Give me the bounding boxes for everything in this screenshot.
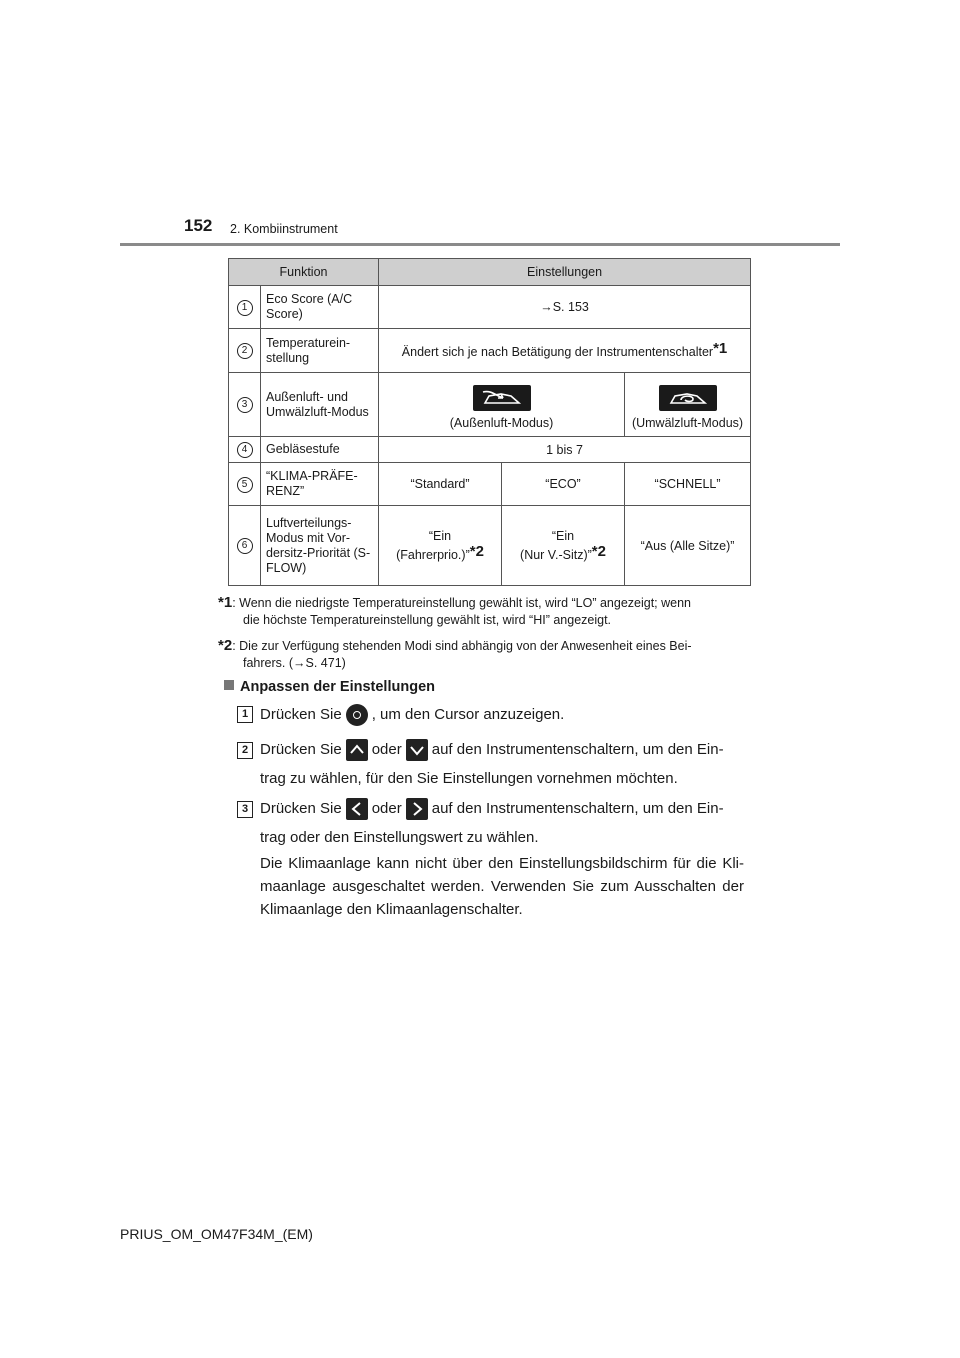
- section-heading: [224, 679, 435, 695]
- row-number: 4: [237, 442, 253, 458]
- right-arrow-icon: [406, 798, 428, 820]
- row-function: Eco Score (A/C Score): [261, 286, 379, 329]
- step-number: 1: [237, 706, 253, 723]
- section-title: 2. Kombiinstrument: [230, 222, 338, 236]
- footnote-text-cont: fahrers. (→S. 471): [243, 656, 346, 670]
- footnote-mark: *2: [469, 543, 484, 560]
- step-3: [260, 794, 744, 921]
- footnote-mark: *2: [218, 637, 233, 654]
- row-function: Außenluft- und Umwälzluft-Modus: [261, 373, 379, 437]
- option-eco: “ECO”: [502, 463, 625, 506]
- row-value: Ändert sich je nach Betätigung der Instrumentenschalter: [401, 345, 714, 359]
- row-function: Luftverteilungs-Modus mit Vor-dersitz-Priorität (S-FLOW): [261, 506, 379, 586]
- step-2: [260, 735, 744, 793]
- footnote-mark: *1: [713, 340, 728, 357]
- option-outside-air: (Außenluft-Modus): [449, 415, 554, 430]
- option-aus: “Aus (Alle Sitze)”: [625, 506, 751, 586]
- step-text: trag zu wählen, für den Sie Einstellungen vornehmen möchten.: [260, 770, 678, 787]
- footnote-2: [218, 637, 748, 672]
- footnote-text-cont: die höchste Temperatureinstellung gewählt ist, wird “HI” angezeigt.: [243, 613, 612, 627]
- step-text: trag oder den Einstellungswert zu wählen.: [260, 829, 539, 846]
- row-number: 5: [237, 477, 253, 493]
- heading-square-icon: [224, 680, 234, 690]
- step-text: auf den Instrumentenschaltern, um den Ein-: [431, 800, 724, 817]
- table-row: [229, 463, 751, 506]
- step-text: Drücken Sie: [260, 800, 342, 817]
- row-function: “KLIMA-PRÄFE-RENZ”: [261, 463, 379, 506]
- row-number: 6: [237, 538, 253, 554]
- table-row: [229, 286, 751, 329]
- left-arrow-icon: [346, 798, 368, 820]
- step-text: , um den Cursor anzuzeigen.: [371, 706, 565, 723]
- outside-air-icon: [473, 385, 531, 411]
- footnote-1: [218, 594, 748, 629]
- document-code: PRIUS_OM_OM47F34M_(EM): [120, 1226, 313, 1242]
- row-function: Gebläsestufe: [261, 437, 379, 463]
- option-ein-front-line1: “Ein: [551, 529, 575, 543]
- step-text: Drücken Sie: [260, 706, 342, 723]
- display-switch-icon: [346, 704, 368, 726]
- footnote-mark: *1: [218, 594, 233, 611]
- recirculation-icon: [659, 385, 717, 411]
- footnote-mark: *2: [591, 543, 606, 560]
- row-number: 3: [237, 397, 253, 413]
- section-heading-text: Anpassen der Einstellungen: [240, 679, 435, 695]
- row-function: Temperaturein-stellung: [261, 329, 379, 373]
- step-number: 2: [237, 742, 253, 759]
- step-1: [260, 700, 744, 729]
- option-ein-driver-line1: “Ein: [428, 529, 452, 543]
- row-value: 1 bis 7: [379, 437, 751, 463]
- function-table: [228, 258, 751, 586]
- table-row: [229, 329, 751, 373]
- up-arrow-icon: [346, 739, 368, 761]
- option-schnell: “SCHNELL”: [625, 463, 751, 506]
- page-number: 152: [184, 216, 213, 235]
- step-text: oder: [371, 800, 402, 817]
- footnote-text: : Wenn die niedrigste Temperatureinstellung gewählt ist, wird “LO” angezeigt; wenn: [232, 596, 692, 610]
- table-row: [229, 506, 751, 586]
- header-rule: [120, 243, 840, 246]
- row-number: 2: [237, 343, 253, 359]
- option-standard: “Standard”: [379, 463, 502, 506]
- option-recirculation: (Umwälzluft-Modus): [631, 415, 744, 430]
- row-number: 1: [237, 300, 253, 316]
- step-number: 3: [237, 801, 253, 818]
- row-value: →S. 153: [379, 286, 751, 329]
- step-text: Drücken Sie: [260, 741, 342, 758]
- option-ein-front-line2: (Nur V.-Sitz)”: [520, 548, 592, 562]
- option-ein-driver-line2: (Fahrerprio.)”: [396, 548, 470, 562]
- table-row: [229, 373, 751, 437]
- footnote-text: : Die zur Verfügung stehenden Modi sind abhängig von der Anwesenheit eines Bei-: [232, 639, 692, 653]
- table-head-function: Funktion: [229, 259, 379, 286]
- step-note: Die Klimaanlage kann nicht über den Einstellungsbildschirm für die Kli-maanlage ausgeschaltet werden. Verwenden Sie zum Ausschalten der Klimaanlage den Klimaanlagenschalter.: [260, 855, 744, 918]
- table-head-settings: Einstellungen: [379, 259, 751, 286]
- down-arrow-icon: [406, 739, 428, 761]
- table-row: [229, 437, 751, 463]
- step-text: auf den Instrumentenschaltern, um den Ein-: [431, 741, 724, 758]
- step-text: oder: [371, 741, 402, 758]
